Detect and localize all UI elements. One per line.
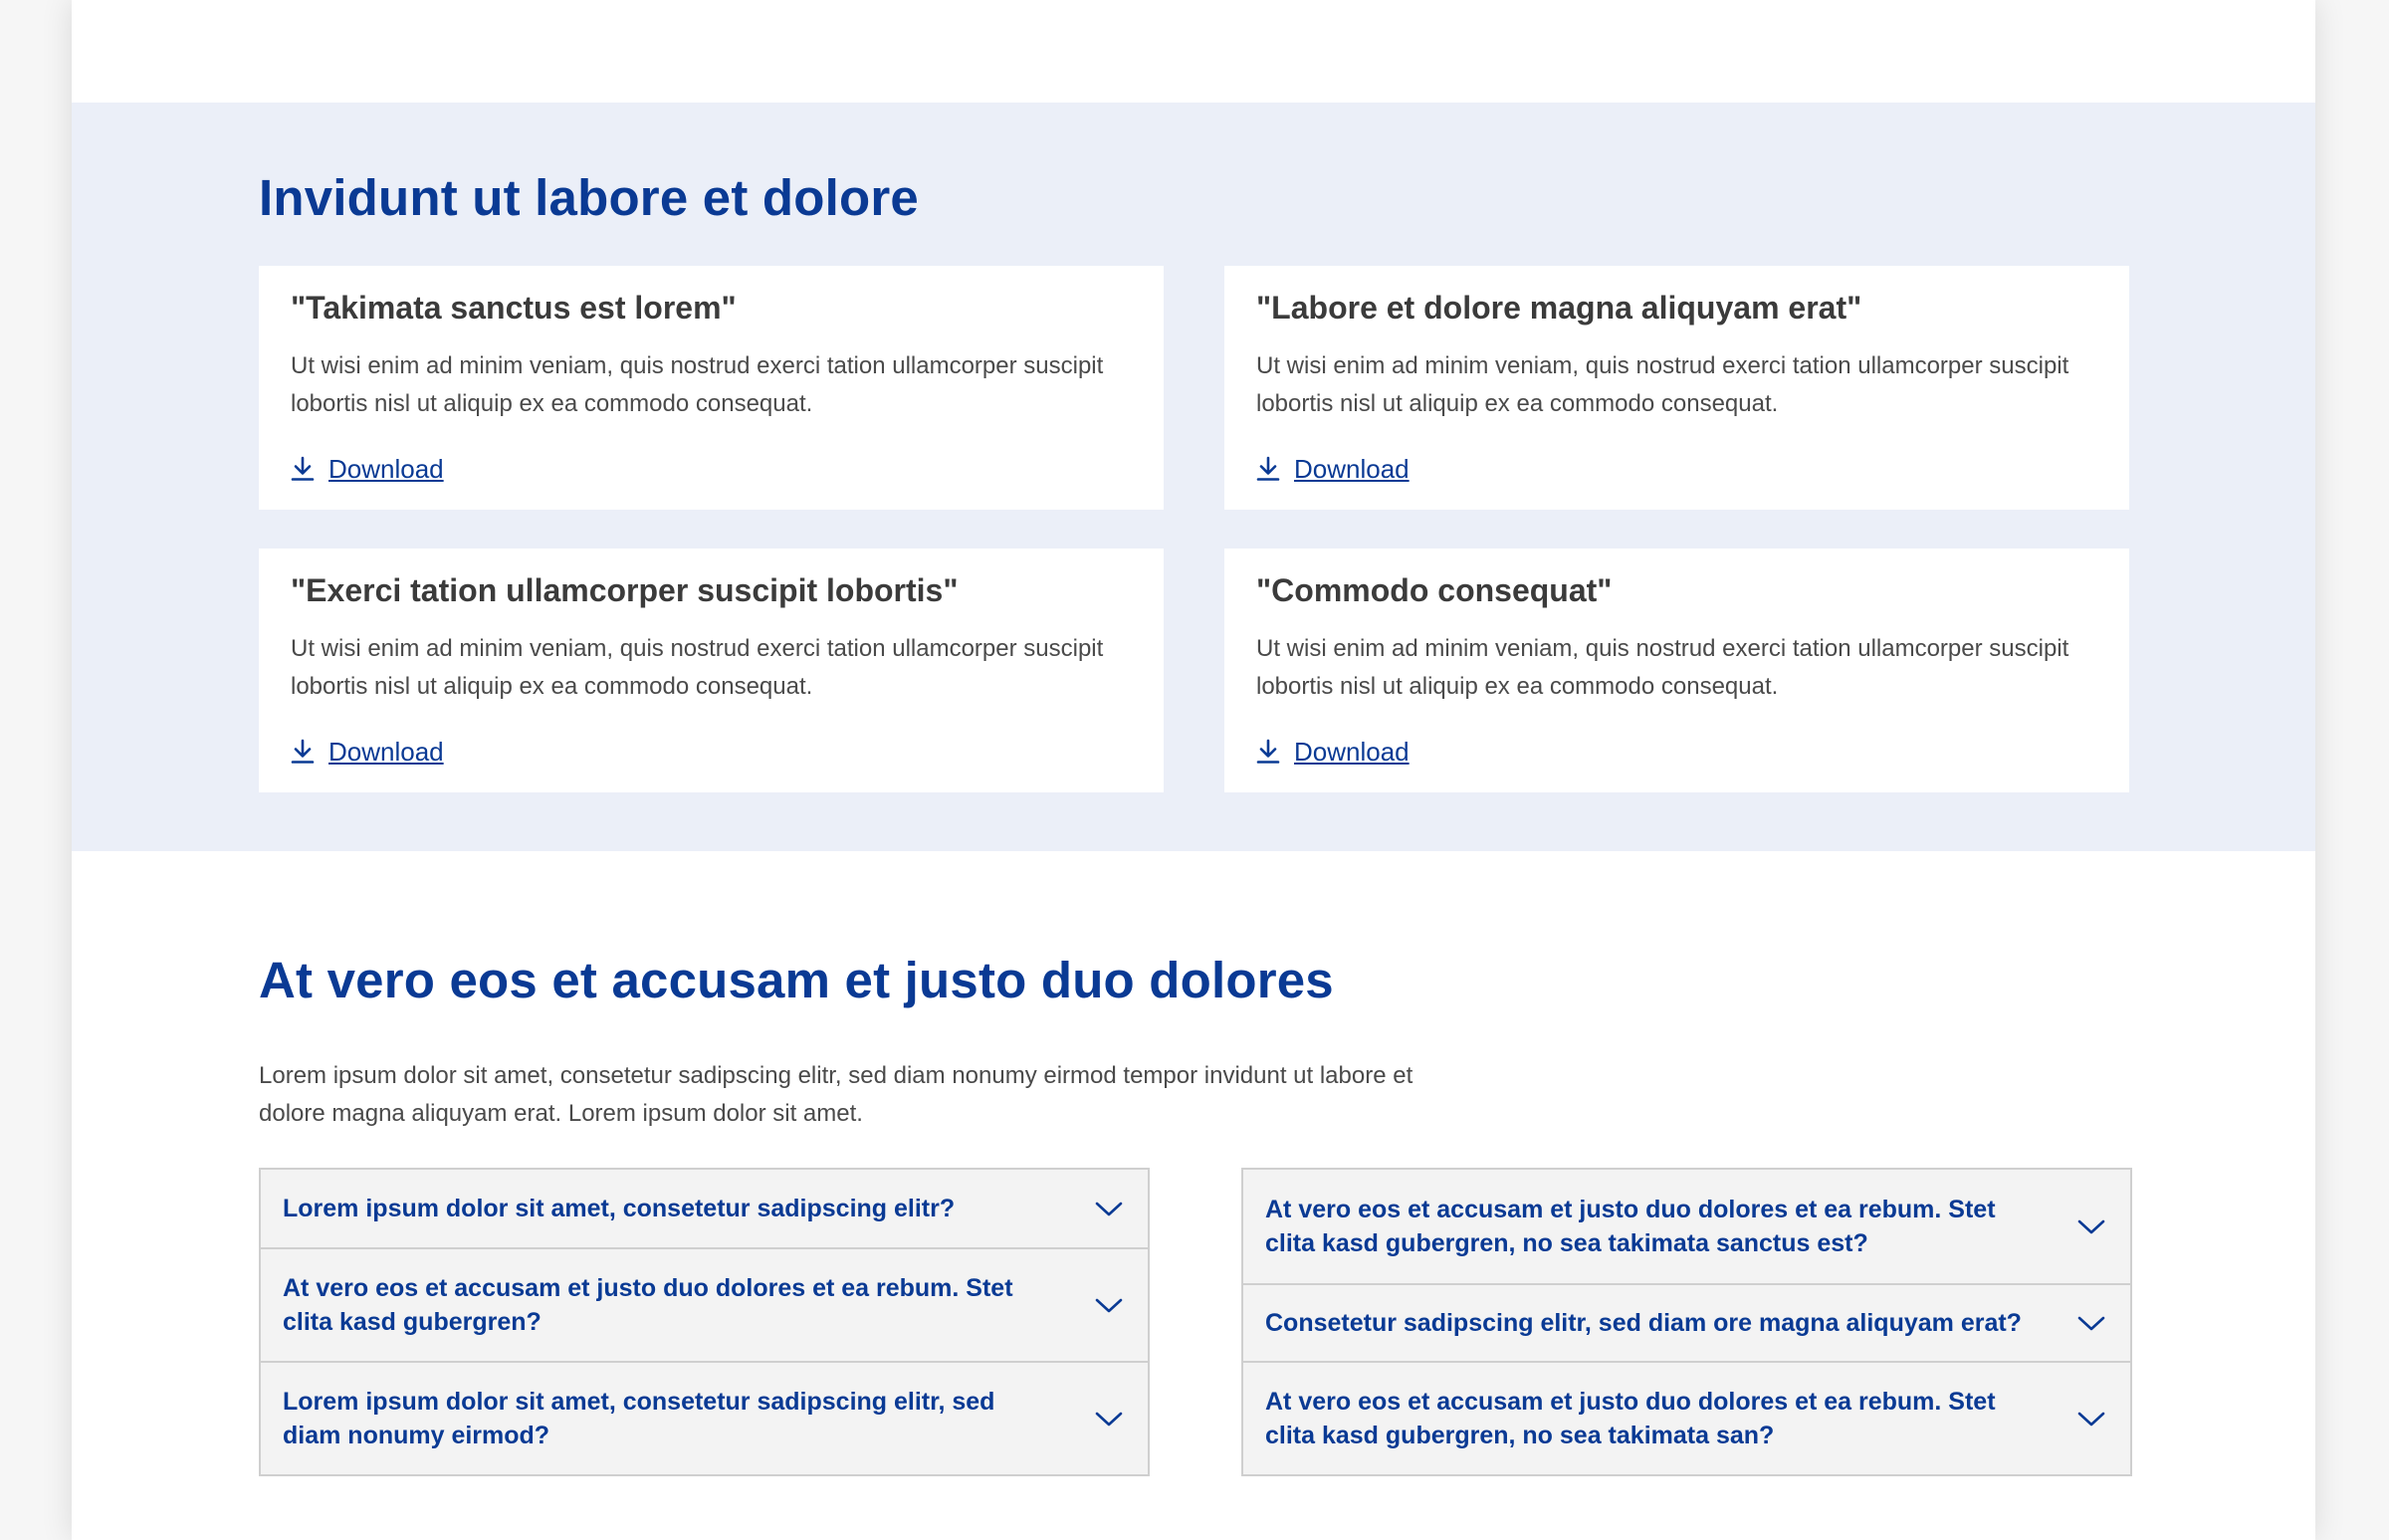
card-description: Ut wisi enim ad minim veniam, quis nostrud exerci tation ullamcorper suscipit lobortis nisl ut aliquip ex ea commodo consequat.: [291, 635, 1104, 700]
downloads-section: [72, 103, 2315, 851]
card-description: Ut wisi enim ad minim veniam, quis nostrud exerci tation ullamcorper suscipit lobortis nisl ut aliquip ex ea commodo consequat.: [1256, 352, 2069, 417]
accordion-question: At vero eos et accusam et justo duo dolores et ea rebum. Stet clita kasd gubergren?: [283, 1274, 1013, 1336]
download-card: [259, 549, 1164, 792]
download-link[interactable]: [291, 451, 444, 487]
download-icon: [291, 739, 315, 765]
faq-heading: At vero eos et accusam et justo duo dolores: [259, 952, 1334, 1008]
download-card: [1224, 549, 2129, 792]
chevron-down-icon: [2076, 1406, 2106, 1431]
download-link[interactable]: [291, 734, 444, 770]
download-card: [259, 266, 1164, 510]
accordion-question: Consetetur sadipscing elitr, sed diam ore magna aliquyam erat?: [1265, 1309, 2022, 1337]
accordion-question: Lorem ipsum dolor sit amet, consetetur sadipscing elitr, sed diam nonumy eirmod?: [283, 1388, 995, 1449]
accordion-question: At vero eos et accusam et justo duo dolores et ea rebum. Stet clita kasd gubergren, no sea takimata sanctus est?: [1265, 1196, 1996, 1257]
download-link[interactable]: [1256, 734, 1410, 770]
downloads-heading: Invidunt ut labore et dolore: [259, 169, 919, 226]
chevron-down-icon: [1094, 1406, 1124, 1431]
accordion-question: Lorem ipsum dolor sit amet, consetetur sadipscing elitr?: [283, 1195, 956, 1222]
accordion-item[interactable]: [261, 1170, 1148, 1247]
download-link-label: Download: [1294, 736, 1410, 767]
chevron-down-icon: [1094, 1196, 1124, 1221]
card-description: Ut wisi enim ad minim veniam, quis nostrud exerci tation ullamcorper suscipit lobortis nisl ut aliquip ex ea commodo consequat.: [1256, 635, 2069, 700]
accordion-item[interactable]: [261, 1247, 1148, 1361]
accordion-item[interactable]: [261, 1361, 1148, 1474]
card-title: "Commodo consequat": [1256, 572, 1613, 608]
card-title: "Labore et dolore magna aliquyam erat": [1256, 290, 1862, 326]
card-title: "Exerci tation ullamcorper suscipit lobortis": [291, 572, 959, 608]
accordion-item[interactable]: [1243, 1361, 2130, 1474]
accordion-item[interactable]: [1243, 1170, 2130, 1283]
card-title: "Takimata sanctus est lorem": [291, 290, 737, 326]
faq-intro: Lorem ipsum dolor sit amet, consetetur sadipscing elitr, sed diam nonumy eirmod tempor invidunt ut labore et dolore magna aliquyam erat. Lorem ipsum dolor sit amet.: [259, 1062, 1413, 1127]
card-description: Ut wisi enim ad minim veniam, quis nostrud exerci tation ullamcorper suscipit lobortis nisl ut aliquip ex ea commodo consequat.: [291, 352, 1104, 417]
download-icon: [291, 456, 315, 482]
download-link[interactable]: [1256, 451, 1410, 487]
faq-accordion-right: [1241, 1168, 2132, 1476]
download-link-label: Download: [328, 453, 444, 484]
chevron-down-icon: [2076, 1310, 2106, 1336]
page: [72, 0, 2315, 1540]
download-icon: [1256, 739, 1280, 765]
chevron-down-icon: [2076, 1213, 2106, 1239]
download-icon: [1256, 456, 1280, 482]
faq-accordion-left: [259, 1168, 1150, 1476]
download-link-label: Download: [1294, 453, 1410, 484]
download-link-label: Download: [328, 736, 444, 767]
accordion-item[interactable]: [1243, 1283, 2130, 1361]
accordion-question: At vero eos et accusam et justo duo dolores et ea rebum. Stet clita kasd gubergren, no sea takimata san?: [1265, 1388, 1996, 1449]
download-card: [1224, 266, 2129, 510]
chevron-down-icon: [1094, 1292, 1124, 1318]
